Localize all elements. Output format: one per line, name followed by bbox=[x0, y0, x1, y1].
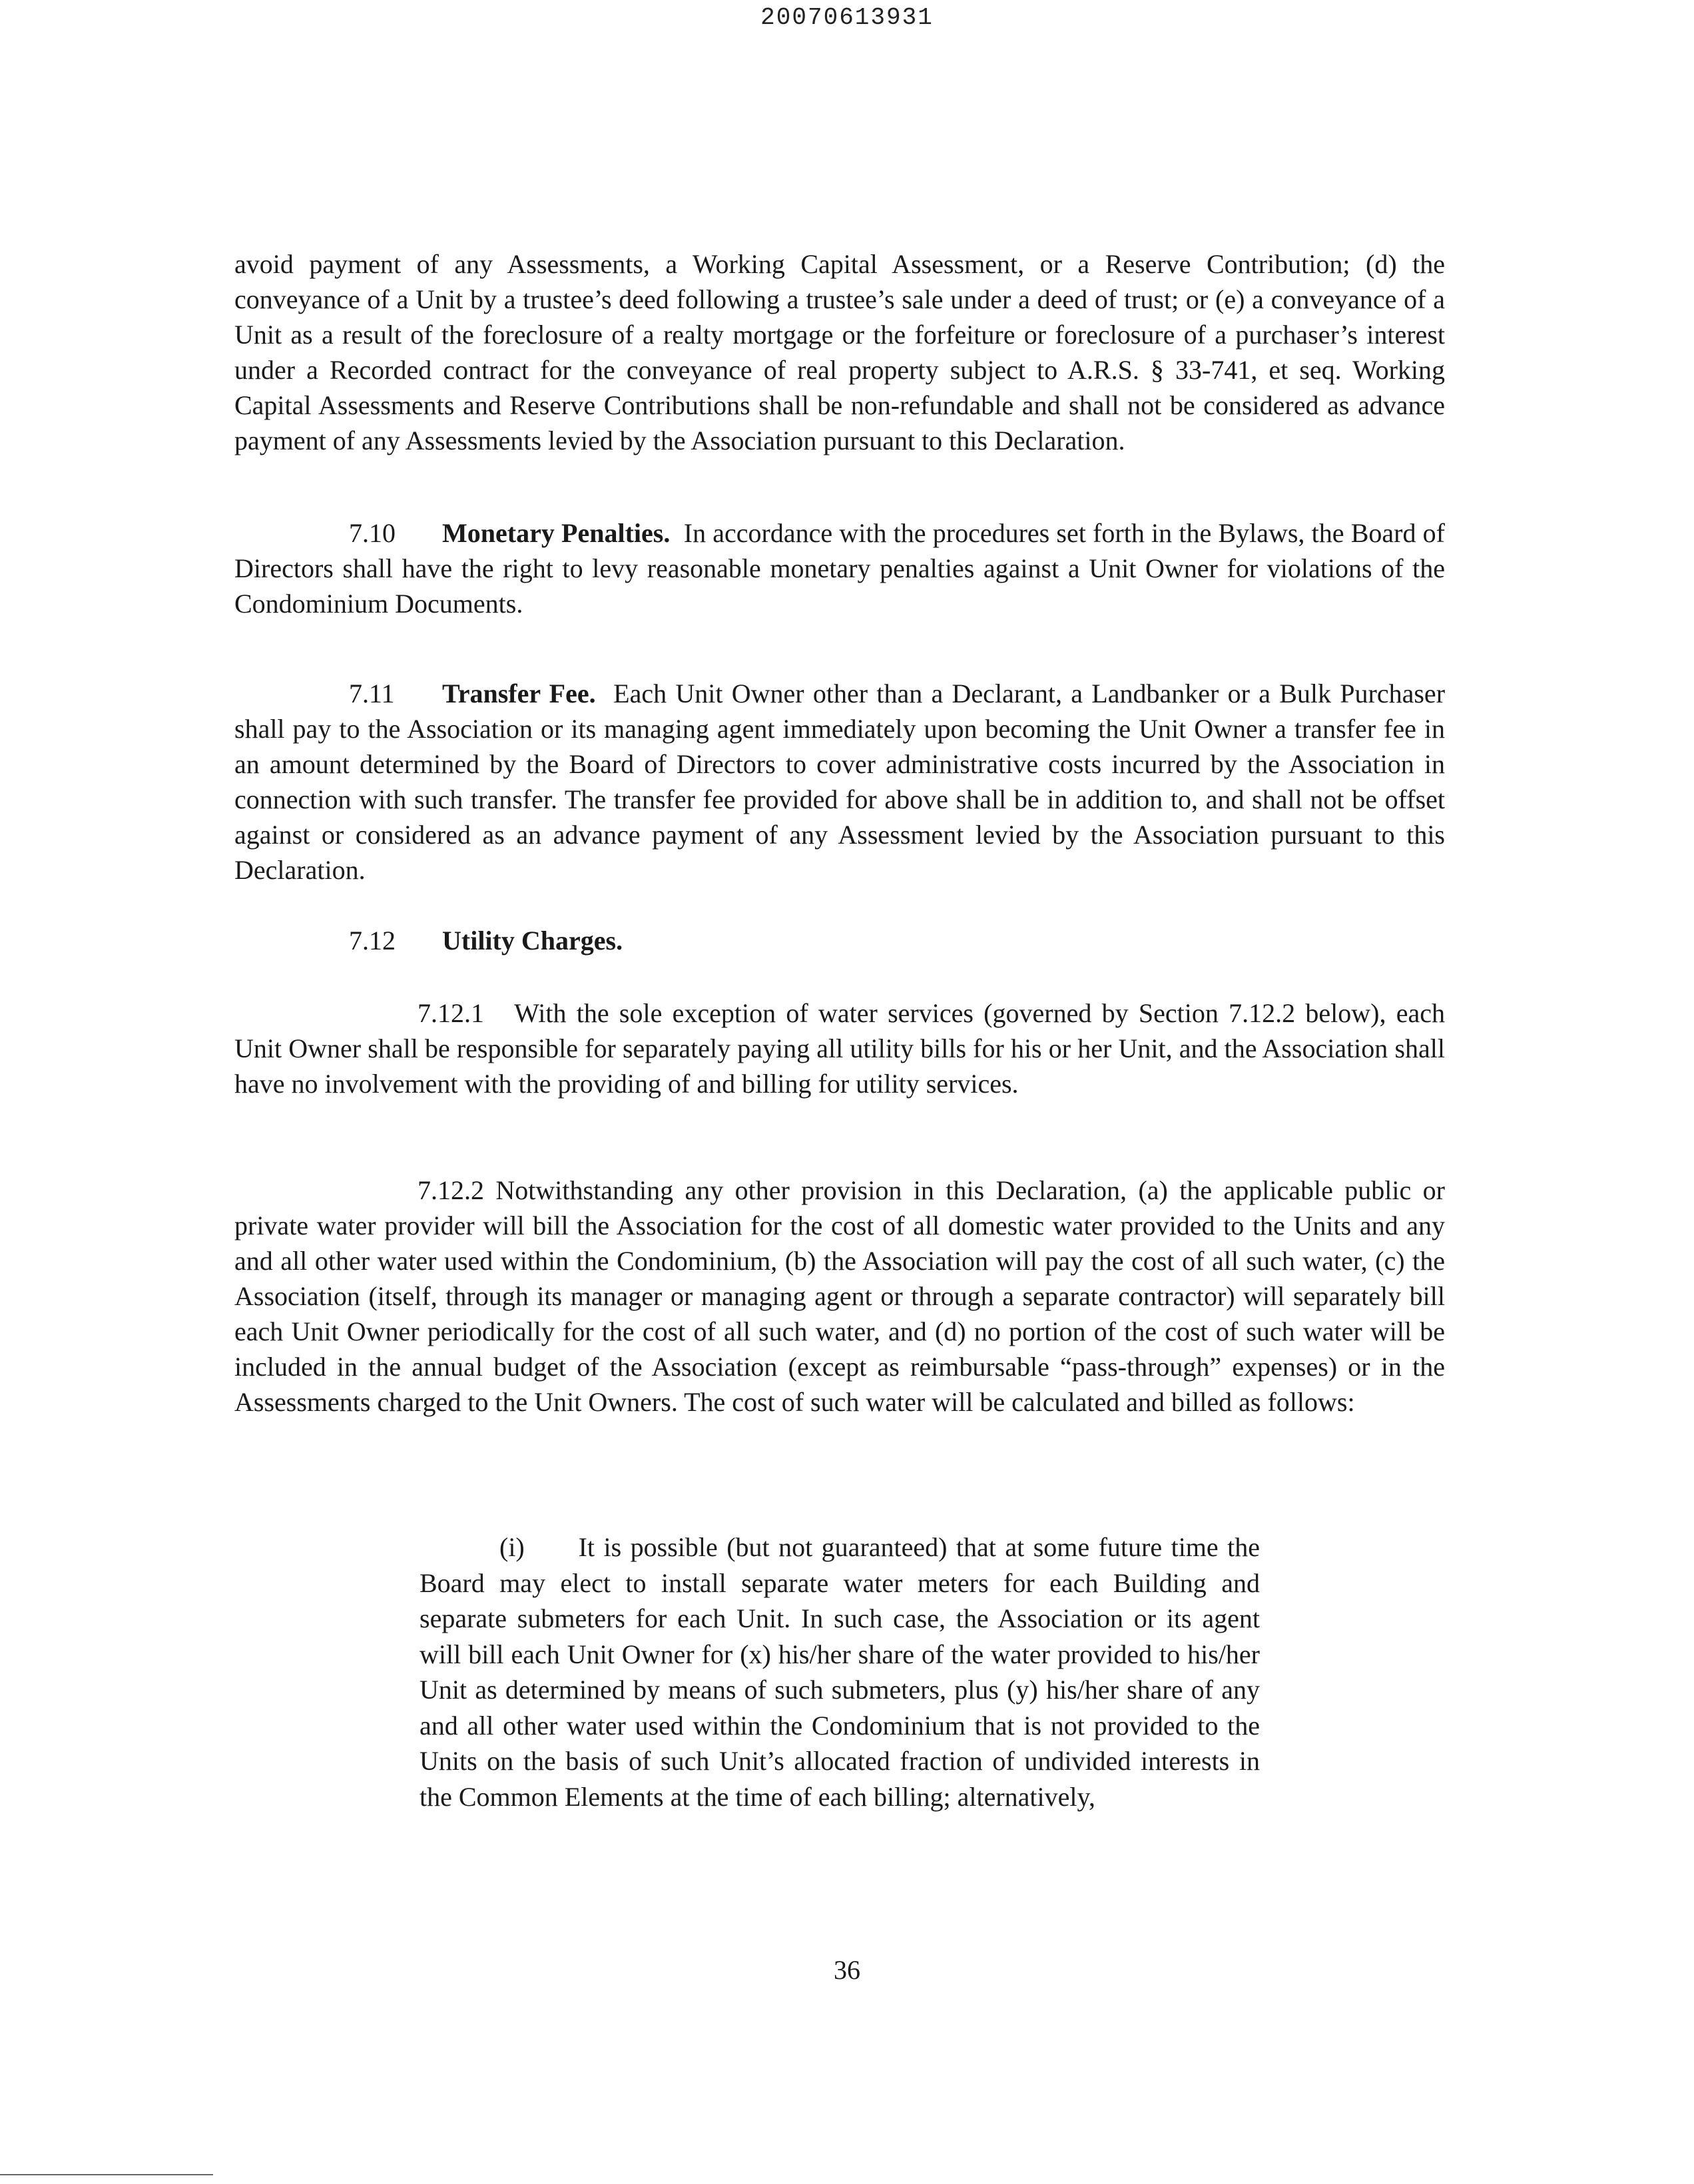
section-heading: Monetary Penalties. bbox=[442, 518, 671, 548]
section-heading: Transfer Fee. bbox=[442, 679, 596, 708]
section-7-12 bbox=[234, 923, 1445, 958]
section-number: 7.12 bbox=[349, 926, 396, 956]
section-7-11 bbox=[234, 676, 1445, 888]
section-7-12-1 bbox=[234, 995, 1445, 1101]
section-number: 7.12.2 bbox=[418, 1175, 484, 1205]
section-7-12-2 bbox=[234, 1173, 1445, 1420]
footer-rule bbox=[0, 2174, 213, 2175]
section-text: Each Unit Owner other than a Declarant, a Landbanker or a Bulk Purchaser shall pay to the Association or its managing agent immediately upon becoming the Unit Owner a transfer fee in an amount determined by the Board of Directors to cover administrative costs incurred by the Association in connection with such transfer. The transfer fee provided for above shall be in addition to, and shall not be offset against or considered as an advance payment of any Assessment levied by the Association pursuant to this Declaration. bbox=[234, 679, 1446, 885]
subsection-i bbox=[420, 1529, 1260, 1814]
subsection-number: (i) bbox=[499, 1532, 525, 1562]
page-number: 36 bbox=[834, 1955, 860, 1985]
section-7-10 bbox=[234, 515, 1445, 621]
section-number: 7.12.1 bbox=[418, 998, 484, 1028]
section-heading: Utility Charges. bbox=[442, 926, 623, 956]
section-text: Notwithstanding any other provision in this Declaration, (a) the applicable public or private water provider will bill the Association for the cost of all domestic water provided to the Units and any and all other water used within the Condominium, (b) the Association will pay the cost of all such water, (c) the Association (itself, through its manager or managing agent or through a separate contractor) will separately bill each Unit Owner periodically for the cost of all such water, and (d) no portion of the cost of such water will be included in the annual budget of the Association (except as reimbursable “pass-through” expenses) or in the Assessments charged to the Unit Owners. The cost of such water will be calculated and billed as follows: bbox=[234, 1175, 1446, 1417]
section-text: In accordance with the procedures set forth in the Bylaws, the Board of Directors shall have the right to levy reasonable monetary penalties against a Unit Owner for violations of the Condominium Documents. bbox=[234, 518, 1445, 619]
subsection-text: It is possible (but not guaranteed) that at some future time the Board may elect to install separate water meters for each Building and separate submeters for each Unit. In such case, the Association or its agent will bill each Unit Owner for (x) his/her share of the water provided to his/her Unit as determined by means of such submeters, plus (y) his/her share of any and all other water used within the Condominium that is not provided to the Units on the basis of such Unit’s allocated fraction of undivided interests in the Common Elements at the time of each billing; alternatively, bbox=[420, 1532, 1261, 1812]
section-number: 7.10 bbox=[349, 518, 396, 548]
document-number: 20070613931 bbox=[760, 4, 934, 31]
paragraph-continuation: avoid payment of any Assessments, a Working Capital Assessment, or a Reserve Contribution; (d) the conveyance of a Unit by a trustee’s deed following a trustee’s sale under a deed of trust; or (e) a conveyance of a Unit as a result of the foreclosure of a realty mortgage or the forfeiture or foreclosure of a purchaser’s interest under a Recorded contract for the conveyance of real property subject to A.R.S. § 33-741, et seq. Working Capital Assessments and Reserve Contributions shall be non-refundable and shall not be considered as advance payment of any Assessments levied by the Association pursuant to this Declaration. bbox=[234, 249, 1445, 455]
section-number: 7.11 bbox=[349, 679, 395, 708]
section-text: With the sole exception of water services (governed by Section 7.12.2 below), each Unit Owner shall be responsible for separately paying all utility bills for his or her Unit, and the Association shall have no involvement with the providing of and billing for utility services. bbox=[234, 998, 1446, 1099]
